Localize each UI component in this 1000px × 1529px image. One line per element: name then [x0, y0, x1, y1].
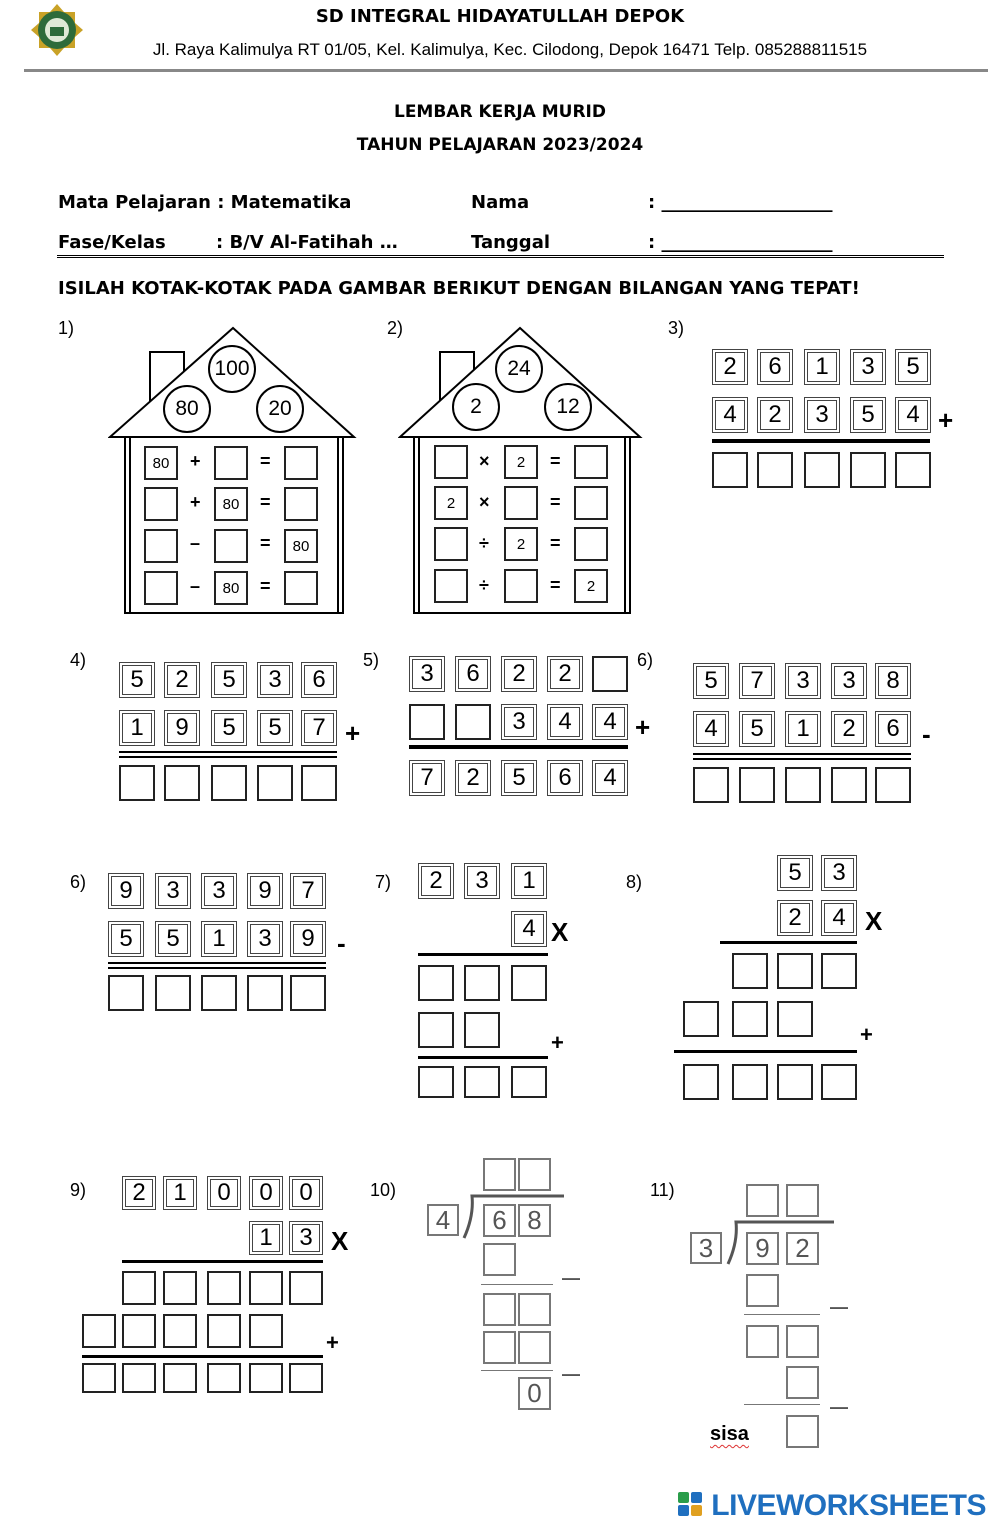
q1-box[interactable] [284, 487, 318, 521]
q1-box[interactable]: 80 [284, 529, 318, 563]
q11-divisor: 3 [690, 1232, 722, 1264]
q7-answer-box[interactable] [418, 965, 454, 1001]
q5-digit: 6 [455, 656, 491, 692]
q11-step-line [744, 1314, 820, 1315]
q3-answer-box[interactable] [850, 452, 886, 488]
q3-sum-line [712, 439, 930, 443]
q4-answer-box[interactable] [257, 765, 293, 801]
q8-answer-box[interactable] [777, 953, 813, 989]
q8-answer-box[interactable] [683, 1064, 719, 1100]
q11-division-bracket [726, 1220, 836, 1266]
q4-digit: 6 [301, 662, 337, 698]
name-field[interactable]: : ___________________ [648, 192, 833, 213]
q1-box[interactable] [214, 446, 248, 480]
q8-number: 8) [626, 872, 643, 892]
q10-step-box[interactable] [483, 1293, 516, 1326]
q8-answer-box[interactable] [777, 1064, 813, 1100]
header-divider [24, 69, 988, 72]
q5-sum-line [409, 745, 628, 749]
q7-op-plus: + [551, 1030, 564, 1055]
q1-box[interactable] [284, 571, 318, 605]
q6b-digit: 9 [108, 873, 144, 909]
q6a-answer-box[interactable] [739, 767, 775, 803]
q9-digit: 1 [249, 1221, 283, 1255]
q11-minus-mark: — [830, 1297, 848, 1317]
q4-digit: 5 [257, 710, 293, 746]
q1-plus: + [190, 451, 201, 471]
q1-plus: + [190, 492, 201, 512]
q8-answer-box[interactable] [821, 953, 857, 989]
q4-answer-box[interactable] [119, 765, 155, 801]
class-value: : B/V Al-Fatihah … [216, 232, 398, 253]
q9-answer-box[interactable] [122, 1363, 156, 1393]
q1-eq: = [260, 533, 271, 553]
q2-circle-top: 24 [495, 345, 543, 393]
q5-answer-box[interactable] [409, 704, 445, 740]
q4-digit: 1 [119, 710, 155, 746]
q1-box[interactable] [144, 529, 178, 563]
q11-minus-mark: — [830, 1397, 848, 1417]
q7-answer-box[interactable] [418, 1012, 454, 1048]
q5-digit: 2 [547, 656, 583, 692]
q6a-answer-box[interactable] [693, 767, 729, 803]
q4-digit: 3 [257, 662, 293, 698]
q6b-digit: 5 [155, 921, 191, 957]
q2-eq: = [550, 492, 561, 512]
q1-number: 1) [58, 318, 75, 338]
q10-step-line [481, 1284, 553, 1285]
q1-circle-top: 100 [208, 345, 256, 393]
q4-digit: 9 [164, 710, 200, 746]
q10-step-line [481, 1370, 553, 1371]
q9-answer-box[interactable] [163, 1271, 197, 1305]
q6b-op: - [337, 928, 346, 958]
q5-answer-box[interactable] [592, 656, 628, 692]
q6b-answer-box[interactable] [108, 975, 144, 1011]
q9-answer-box[interactable] [163, 1363, 197, 1393]
q6b-digit: 9 [247, 873, 283, 909]
q3-digit: 2 [757, 397, 793, 433]
q2-box[interactable] [574, 486, 608, 520]
q10-divisor: 4 [427, 1204, 459, 1236]
q6b-digit: 5 [108, 921, 144, 957]
q8-answer-box[interactable] [683, 1001, 719, 1037]
q11-dividend-digit: 2 [786, 1232, 819, 1265]
q6a-digit: 5 [739, 711, 775, 747]
q3-answer-box[interactable] [712, 452, 748, 488]
info-divider [57, 255, 944, 258]
q9-answer-box[interactable] [207, 1363, 241, 1393]
q6a-digit: 8 [875, 663, 911, 699]
q2-box[interactable] [434, 569, 468, 603]
q7-digit: 3 [464, 863, 500, 899]
liveworksheets-brand[interactable]: LIVEWORKSHEETS [711, 1489, 986, 1522]
q2-box[interactable]: 2 [434, 486, 468, 520]
q3-answer-box[interactable] [757, 452, 793, 488]
q7-digit: 1 [511, 863, 547, 899]
q6a-digit: 4 [693, 711, 729, 747]
q6b-digit: 3 [155, 873, 191, 909]
q9-digit: 0 [289, 1176, 323, 1210]
q5-digit: 3 [501, 704, 537, 740]
q9-answer-box[interactable] [249, 1271, 283, 1305]
q7-answer-box[interactable] [418, 1066, 454, 1098]
q2-eq: = [550, 575, 561, 595]
q3-answer-box[interactable] [804, 452, 840, 488]
q6a-digit: 3 [831, 663, 867, 699]
q5-digit: 2 [501, 656, 537, 692]
q5-answer-box[interactable] [455, 704, 491, 740]
q2-div: ÷ [479, 575, 489, 595]
q4-answer-box[interactable] [164, 765, 200, 801]
school-address: Jl. Raya Kalimulya RT 01/05, Kel. Kalimulya, Kec. Cilodong, Depok 16471 Telp. 085288811515 [152, 40, 868, 59]
q9-digit: 3 [289, 1221, 323, 1255]
q4-digit: 2 [164, 662, 200, 698]
q6a-digit: 3 [785, 663, 821, 699]
q1-box[interactable]: 80 [214, 487, 248, 521]
q9-answer-box[interactable] [249, 1363, 283, 1393]
q2-box[interactable]: 2 [574, 569, 608, 603]
q2-box[interactable] [574, 445, 608, 479]
q8-digit: 4 [821, 900, 857, 936]
q6b-number: 6) [70, 872, 87, 892]
q11-remainder-box[interactable] [786, 1415, 819, 1448]
q11-step-box[interactable] [746, 1325, 779, 1358]
name-label: Nama [471, 192, 530, 213]
q10-step-box[interactable] [518, 1331, 551, 1364]
q6a-answer-box[interactable] [875, 767, 911, 803]
q6b-answer-box[interactable] [155, 975, 191, 1011]
q3-number: 3) [668, 318, 685, 338]
q2-circle-left: 2 [452, 383, 500, 431]
school-name: SD INTEGRAL HIDAYATULLAH DEPOK [315, 6, 685, 27]
q1-box[interactable] [284, 446, 318, 480]
q9-answer-box[interactable] [163, 1314, 197, 1348]
q2-box[interactable]: 2 [504, 445, 538, 479]
q10-quotient-box[interactable] [483, 1158, 516, 1191]
sheet-title: LEMBAR KERJA MURID [393, 102, 606, 122]
q9-digit: 1 [163, 1176, 197, 1210]
q6b-digit: 7 [290, 873, 326, 909]
q8-op-times: X [865, 906, 883, 936]
q10-step-box[interactable] [518, 1293, 551, 1326]
q8-sum-line [674, 1050, 857, 1053]
q6a-op: - [922, 719, 931, 749]
q9-answer-box[interactable] [207, 1314, 241, 1348]
q4-answer-box[interactable] [301, 765, 337, 801]
q9-product-line [122, 1260, 323, 1263]
q5-digit: 2 [455, 760, 491, 796]
q4-number: 4) [70, 650, 87, 670]
q10-remainder: 0 [518, 1377, 551, 1410]
q5-digit: 4 [592, 704, 628, 740]
q11-step-box[interactable] [746, 1274, 779, 1307]
q1-box[interactable]: 80 [144, 446, 178, 480]
q1-minus: – [190, 533, 201, 553]
q3-digit: 4 [712, 397, 748, 433]
q3-digit: 3 [850, 349, 886, 385]
q8-answer-box[interactable] [732, 953, 768, 989]
q1-box[interactable] [214, 529, 248, 563]
q1-circle-right: 20 [256, 385, 304, 433]
q6b-digit: 3 [201, 873, 237, 909]
q4-digit: 5 [119, 662, 155, 698]
q3-digit: 5 [850, 397, 886, 433]
q2-div: ÷ [479, 533, 489, 553]
q10-minus-mark: — [562, 1268, 580, 1288]
q6b-digit: 9 [290, 921, 326, 957]
class-label: Fase/Kelas [58, 232, 166, 253]
q9-op-times: X [331, 1226, 349, 1256]
q9-answer-box[interactable] [249, 1314, 283, 1348]
q2-box[interactable] [504, 486, 538, 520]
q11-number: 11) [650, 1180, 675, 1200]
q3-digit: 6 [757, 349, 793, 385]
q5-digit: 5 [501, 760, 537, 796]
q10-dividend-digit: 6 [483, 1204, 516, 1237]
q4-answer-box[interactable] [211, 765, 247, 801]
q3-op: + [938, 405, 954, 435]
q7-sum-line [418, 1056, 548, 1059]
q7-digit: 4 [511, 911, 547, 947]
q6b-digit: 1 [201, 921, 237, 957]
q7-answer-box[interactable] [464, 965, 500, 1001]
q6a-digit: 1 [785, 711, 821, 747]
q9-sum-line [82, 1355, 323, 1358]
q11-remainder-label: sisa [710, 1423, 749, 1445]
q9-answer-box[interactable] [82, 1314, 116, 1348]
q1-box[interactable] [144, 487, 178, 521]
date-field[interactable]: : ___________________ [648, 232, 833, 253]
q6a-answer-box[interactable] [831, 767, 867, 803]
q6b-answer-box[interactable] [247, 975, 283, 1011]
q9-op-plus: + [326, 1330, 339, 1355]
q5-digit: 6 [547, 760, 583, 796]
q10-step-box[interactable] [483, 1331, 516, 1364]
q2-circle-right: 12 [544, 383, 592, 431]
q8-answer-box[interactable] [732, 1001, 768, 1037]
q2-times: × [479, 451, 490, 471]
q8-answer-box[interactable] [777, 1001, 813, 1037]
q6b-digit: 3 [247, 921, 283, 957]
q10-dividend-digit: 8 [518, 1204, 551, 1237]
q4-digit: 5 [211, 710, 247, 746]
q7-answer-box[interactable] [511, 1066, 547, 1098]
q2-box[interactable]: 2 [504, 527, 538, 561]
q7-answer-box[interactable] [511, 965, 547, 1001]
q2-box[interactable] [434, 445, 468, 479]
q1-box[interactable] [144, 571, 178, 605]
q9-number: 9) [70, 1180, 87, 1200]
q1-box[interactable]: 80 [214, 571, 248, 605]
q1-circle-left: 80 [163, 385, 211, 433]
q9-answer-box[interactable] [122, 1271, 156, 1305]
q10-number: 10) [370, 1180, 397, 1200]
q10-step-box[interactable] [483, 1243, 516, 1276]
q4-sum-line [119, 751, 337, 753]
q5-digit: 3 [409, 656, 445, 692]
q6a-digit: 7 [739, 663, 775, 699]
q9-answer-box[interactable] [289, 1363, 323, 1393]
q6b-sum-line [108, 967, 326, 969]
q5-op: + [635, 712, 651, 742]
q11-quotient-box[interactable] [786, 1184, 819, 1217]
q3-digit: 1 [804, 349, 840, 385]
q6a-digit: 5 [693, 663, 729, 699]
q3-digit: 4 [895, 397, 931, 433]
q6a-answer-box[interactable] [785, 767, 821, 803]
q4-digit: 5 [211, 662, 247, 698]
q2-box[interactable] [574, 527, 608, 561]
q4-sum-line [119, 756, 337, 758]
q4-digit: 7 [301, 710, 337, 746]
q2-number: 2) [387, 318, 404, 338]
q9-digit: 2 [122, 1176, 156, 1210]
q8-product-line [720, 941, 857, 944]
q8-digit: 5 [777, 855, 813, 891]
q10-quotient-box[interactable] [518, 1158, 551, 1191]
q9-answer-box[interactable] [207, 1271, 241, 1305]
q9-answer-box[interactable] [289, 1271, 323, 1305]
subject-label: Mata Pelajaran : Matematika [58, 192, 352, 213]
q7-answer-box[interactable] [464, 1066, 500, 1098]
q9-digit: 0 [249, 1176, 283, 1210]
instruction: ISILAH KOTAK-KOTAK PADA GAMBAR BERIKUT DENGAN BILANGAN YANG TEPAT! [58, 278, 860, 299]
q8-answer-box[interactable] [732, 1064, 768, 1100]
q8-answer-box[interactable] [821, 1064, 857, 1100]
q6a-sum-line [693, 753, 911, 755]
q10-minus-mark: — [562, 1364, 580, 1384]
q11-step-line [744, 1404, 820, 1405]
q7-product-line [418, 953, 548, 956]
q2-eq: = [550, 451, 561, 471]
q6a-digit: 2 [831, 711, 867, 747]
q9-digit: 0 [207, 1176, 241, 1210]
q8-op-plus: + [860, 1022, 873, 1047]
q1-eq: = [260, 451, 271, 471]
q6a-number: 6) [637, 650, 654, 670]
school-year: TAHUN PELAJARAN 2023/2024 [356, 135, 644, 155]
q3-digit: 2 [712, 349, 748, 385]
q7-answer-box[interactable] [464, 1012, 500, 1048]
q6a-sum-line [693, 758, 911, 760]
date-label: Tanggal [471, 232, 551, 253]
q2-eq: = [550, 533, 561, 553]
q11-step-box[interactable] [786, 1366, 819, 1399]
liveworksheets-icon [678, 1492, 702, 1516]
q6b-sum-line [108, 962, 326, 964]
q11-quotient-box[interactable] [746, 1184, 779, 1217]
q9-answer-box[interactable] [122, 1314, 156, 1348]
q5-digit: 7 [409, 760, 445, 796]
q2-box[interactable] [504, 569, 538, 603]
q3-digit: 5 [895, 349, 931, 385]
q5-digit: 4 [547, 704, 583, 740]
q7-digit: 2 [418, 863, 454, 899]
q1-eq: = [260, 492, 271, 512]
q6b-answer-box[interactable] [201, 975, 237, 1011]
q5-number: 5) [363, 650, 380, 670]
q6b-answer-box[interactable] [290, 975, 326, 1011]
q2-times: × [479, 492, 490, 512]
q9-answer-box[interactable] [82, 1363, 116, 1393]
q1-minus: – [190, 576, 201, 596]
q7-number: 7) [375, 872, 392, 892]
q8-digit: 3 [821, 855, 857, 891]
q1-eq: = [260, 576, 271, 596]
q5-digit: 4 [592, 760, 628, 796]
q3-answer-box[interactable] [895, 452, 931, 488]
q8-digit: 2 [777, 900, 813, 936]
q2-box[interactable] [434, 527, 468, 561]
q7-op-times: X [551, 917, 569, 947]
q3-digit: 3 [804, 397, 840, 433]
q11-step-box[interactable] [786, 1325, 819, 1358]
q6a-digit: 6 [875, 711, 911, 747]
q11-dividend-digit: 9 [746, 1232, 779, 1265]
q4-op: + [345, 718, 361, 748]
